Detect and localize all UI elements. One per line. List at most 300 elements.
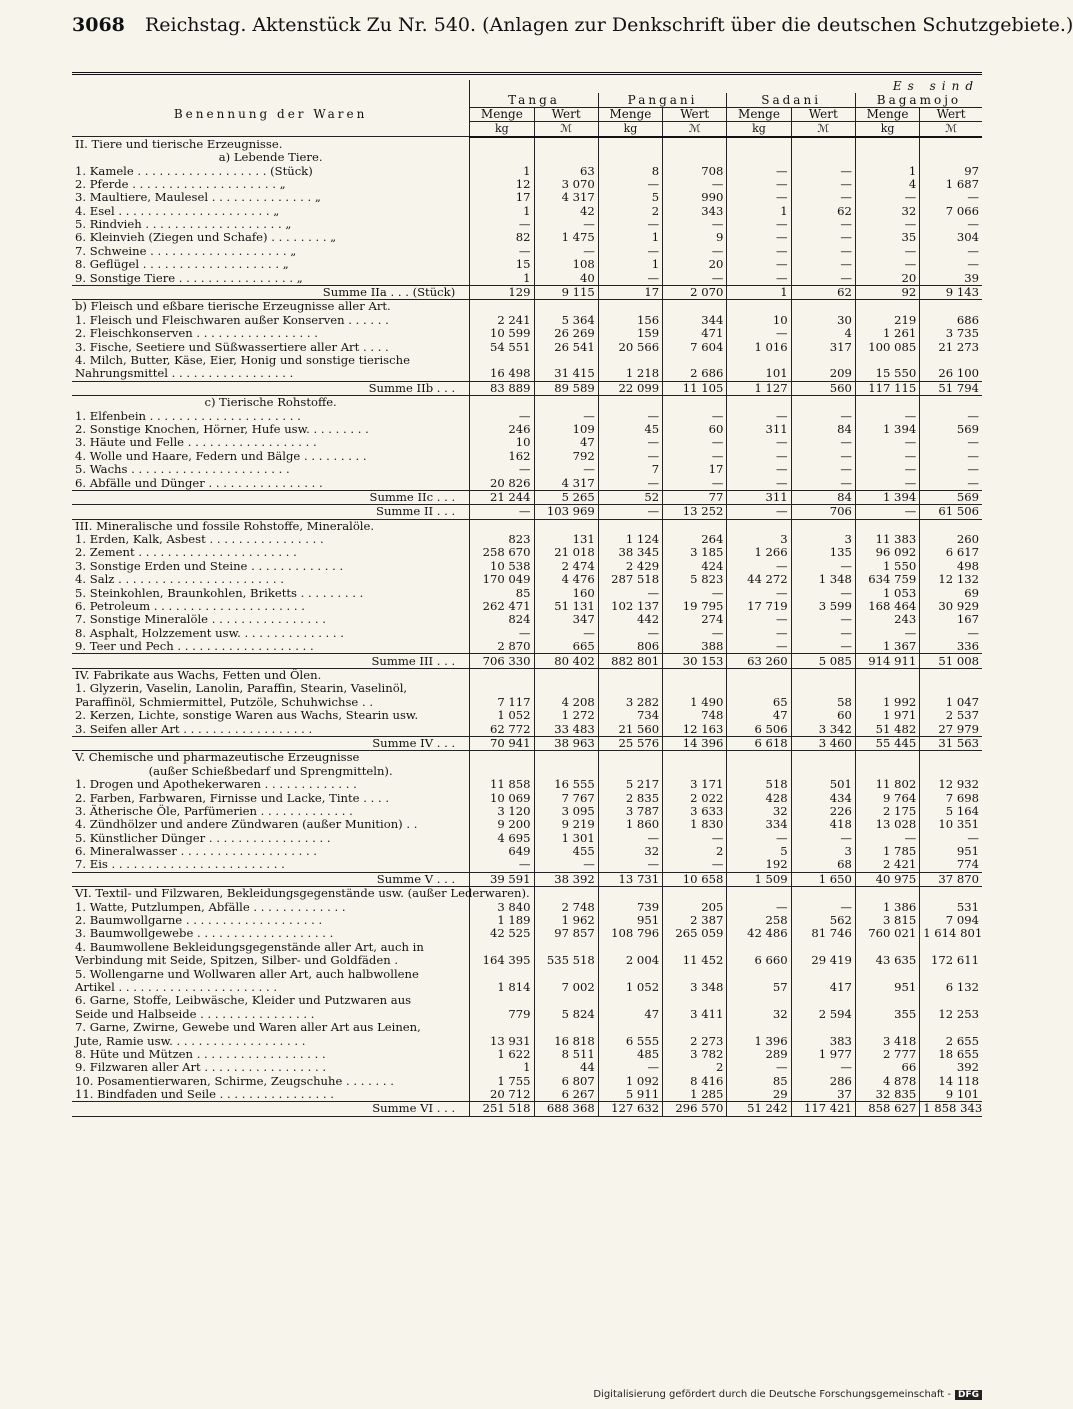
cell-menge: 518: [727, 778, 791, 791]
cell-menge: —: [727, 164, 791, 177]
row-label: Artikel . . . . . . . . . . . . . . . . . . . . . .: [75, 979, 278, 994]
place-header: Bagamojo: [855, 93, 982, 107]
cell-menge: 5: [727, 845, 791, 858]
cell-wert: 569: [920, 490, 982, 504]
cell-menge: 85: [727, 1075, 791, 1088]
cell-wert: 688 368: [534, 1102, 598, 1116]
cell-wert: 708: [663, 164, 727, 177]
cell-menge: 63 260: [727, 654, 791, 668]
cell-wert: 9: [663, 231, 727, 244]
cell-wert: [920, 994, 982, 1007]
row-label: Summe VI . . .: [72, 1102, 470, 1116]
cell-wert: [791, 151, 855, 164]
cell-menge: [470, 668, 534, 682]
cell-menge: 251 518: [470, 1102, 534, 1116]
cell-menge: 6 618: [727, 736, 791, 750]
table-row: [72, 164, 982, 177]
cell-wert: [534, 765, 598, 778]
cell-menge: [727, 395, 791, 409]
cell-menge: 11 383: [855, 533, 919, 546]
cell-menge: 96 092: [855, 546, 919, 559]
cell-wert: 37 870: [920, 872, 982, 886]
cell-wert: 68: [791, 858, 855, 872]
cell-wert: 31 563: [920, 736, 982, 750]
cell-wert: 5 265: [534, 490, 598, 504]
row-label: 6. Petroleum . . . . . . . . . . . . . . . . . . . . .: [75, 599, 305, 614]
cell-wert: —: [920, 831, 982, 844]
cell-wert: 4: [791, 327, 855, 340]
cell-menge: —: [855, 463, 919, 476]
cell-wert: [534, 682, 598, 695]
cell-menge: 21 244: [470, 490, 534, 504]
cell-menge: —: [470, 218, 534, 231]
cell-menge: 43 635: [855, 954, 919, 967]
cell-wert: 42: [534, 205, 598, 218]
cell-menge: —: [727, 191, 791, 204]
cell-wert: 89 589: [534, 381, 598, 395]
cell-wert: 1 348: [791, 573, 855, 586]
cell-menge: [855, 1021, 919, 1034]
cell-wert: —: [791, 1061, 855, 1074]
cell-wert: 296 570: [663, 1102, 727, 1116]
cell-wert: [920, 1021, 982, 1034]
cell-menge: [598, 887, 662, 901]
cell-menge: 882 801: [598, 654, 662, 668]
cell-menge: 11 858: [470, 778, 534, 791]
cell-wert: 108: [534, 258, 598, 271]
table-row: [72, 709, 982, 722]
cell-wert: —: [791, 586, 855, 599]
cell-menge: 1: [727, 205, 791, 218]
cell-menge: —: [855, 409, 919, 422]
cell-wert: [920, 668, 982, 682]
row-header: Benennung der Waren: [72, 93, 470, 136]
cell-wert: 5 164: [920, 805, 982, 818]
cell-menge: 1: [470, 271, 534, 285]
cell-menge: 1 092: [598, 1075, 662, 1088]
row-label: 7. Schweine . . . . . . . . . . . . . . . . . . . „: [75, 243, 297, 258]
unit-kg: kg: [855, 122, 919, 137]
cell-menge: 12: [470, 178, 534, 191]
col-header-menge: Menge: [598, 107, 662, 121]
cell-wert: 383: [791, 1034, 855, 1047]
cell-menge: —: [598, 831, 662, 844]
cell-wert: 392: [920, 1061, 982, 1074]
cell-menge: [598, 395, 662, 409]
cell-wert: 69: [920, 586, 982, 599]
cell-wert: 38 392: [534, 872, 598, 886]
cell-wert: 11 105: [663, 381, 727, 395]
cell-wert: 1 475: [534, 231, 598, 244]
cell-menge: 1 189: [470, 914, 534, 927]
row-label: 5. Wachs . . . . . . . . . . . . . . . . . . . . . .: [75, 462, 290, 477]
page-number: 3068: [72, 14, 125, 36]
cell-wert: 51 008: [920, 654, 982, 668]
cell-menge: 47: [598, 1008, 662, 1021]
cell-wert: 274: [663, 613, 727, 626]
cell-wert: 26 541: [534, 340, 598, 353]
cell-wert: 3: [791, 845, 855, 858]
cell-wert: [791, 682, 855, 695]
cell-wert: 3 171: [663, 778, 727, 791]
cell-wert: 9 219: [534, 818, 598, 831]
cell-menge: —: [855, 476, 919, 490]
cell-menge: 162: [470, 450, 534, 463]
table-row: [72, 1075, 982, 1088]
row-label: Summe IIa . . . (Stück): [72, 285, 470, 299]
cell-wert: 7 002: [534, 981, 598, 994]
table-row: [72, 831, 982, 844]
cell-wert: 5 085: [791, 654, 855, 668]
cell-wert: [663, 668, 727, 682]
cell-wert: 2 686: [663, 367, 727, 381]
unit-mark: ℳ: [534, 122, 598, 137]
cell-menge: 2 421: [855, 858, 919, 872]
cell-wert: 51 131: [534, 600, 598, 613]
cell-wert: 2 474: [534, 560, 598, 573]
cell-wert: 4 476: [534, 573, 598, 586]
cell-menge: 1: [598, 231, 662, 244]
cell-menge: 25 576: [598, 736, 662, 750]
cell-wert: 1 285: [663, 1088, 727, 1102]
cell-menge: 1 127: [727, 381, 791, 395]
row-label: Summe III . . .: [72, 654, 470, 668]
table-row: [72, 271, 982, 285]
cell-wert: 205: [663, 900, 727, 913]
page-title: Reichstag. Aktenstück Zu Nr. 540. (Anlagen zur Denkschrift über die deutschen Schutzgebiete.): [144, 14, 1073, 36]
cell-wert: 388: [663, 640, 727, 654]
cell-wert: 60: [791, 709, 855, 722]
cell-menge: 65: [727, 696, 791, 709]
cell-wert: 97 857: [534, 927, 598, 940]
cell-menge: 62 772: [470, 722, 534, 736]
cell-menge: 1 124: [598, 533, 662, 546]
cell-menge: 1 052: [598, 981, 662, 994]
cell-menge: 311: [727, 490, 791, 504]
page-header: [72, 14, 1073, 36]
unit-kg: kg: [470, 122, 534, 137]
cell-wert: [791, 519, 855, 533]
cell-wert: 77: [663, 490, 727, 504]
cell-wert: 12 253: [920, 1008, 982, 1021]
cell-menge: 10: [727, 314, 791, 327]
row-label: Summe IIc . . .: [72, 490, 470, 504]
cell-menge: [855, 354, 919, 367]
section-row: [72, 137, 982, 151]
table-row: [72, 845, 982, 858]
cell-menge: [855, 887, 919, 901]
cell-menge: 311: [727, 423, 791, 436]
table-row: [72, 436, 982, 449]
cell-menge: 2: [598, 205, 662, 218]
cell-menge: 2 241: [470, 314, 534, 327]
cell-menge: 2 175: [855, 805, 919, 818]
cell-menge: [470, 765, 534, 778]
cell-wert: —: [791, 178, 855, 191]
cell-wert: 304: [920, 231, 982, 244]
cell-menge: —: [855, 436, 919, 449]
group-header: Es sind: [470, 80, 982, 93]
cell-wert: 21 273: [920, 340, 982, 353]
cell-wert: —: [920, 627, 982, 640]
footer-credit: [593, 1389, 982, 1400]
cell-wert: 1 047: [920, 696, 982, 709]
cell-menge: —: [727, 900, 791, 913]
cell-wert: 455: [534, 845, 598, 858]
table-row: [72, 450, 982, 463]
cell-menge: 10 069: [470, 791, 534, 804]
cell-wert: —: [791, 245, 855, 258]
cell-menge: 334: [727, 818, 791, 831]
cell-menge: 1 755: [470, 1075, 534, 1088]
cell-menge: [598, 967, 662, 980]
cell-wert: 3 599: [791, 600, 855, 613]
cell-menge: [598, 519, 662, 533]
cell-wert: 97: [920, 164, 982, 177]
cell-wert: 2 594: [791, 1008, 855, 1021]
cell-wert: 748: [663, 709, 727, 722]
cell-wert: 1 858 343: [920, 1102, 982, 1116]
table-row: [72, 967, 982, 980]
cell-wert: 63: [534, 164, 598, 177]
cell-wert: 7 698: [920, 791, 982, 804]
cell-wert: 9 143: [920, 285, 982, 299]
cell-menge: 40 975: [855, 872, 919, 886]
cell-menge: 1 261: [855, 327, 919, 340]
cell-wert: 265 059: [663, 927, 727, 940]
cell-menge: —: [727, 436, 791, 449]
cell-menge: 1: [598, 258, 662, 271]
table-body: [72, 137, 982, 1117]
cell-menge: 1 394: [855, 490, 919, 504]
cell-wert: —: [791, 613, 855, 626]
cell-menge: [470, 137, 534, 151]
cell-wert: 2 655: [920, 1034, 982, 1047]
cell-wert: [534, 1021, 598, 1034]
table-row: [72, 696, 982, 709]
table-row: [72, 314, 982, 327]
table-row: [72, 560, 982, 573]
cell-wert: 40: [534, 271, 598, 285]
cell-wert: 531: [920, 900, 982, 913]
cell-wert: —: [663, 476, 727, 490]
row-label: 3. Fische, Seetiere und Süßwassertiere aller Art . . . .: [75, 339, 389, 354]
cell-wert: —: [534, 463, 598, 476]
table-row: [72, 682, 982, 695]
cell-menge: 66: [855, 1061, 919, 1074]
cell-menge: 3 840: [470, 900, 534, 913]
cell-wert: 3 735: [920, 327, 982, 340]
cell-wert: —: [791, 640, 855, 654]
table-row: [72, 818, 982, 831]
cell-wert: [534, 967, 598, 980]
cell-menge: [598, 137, 662, 151]
cell-wert: 4 208: [534, 696, 598, 709]
cell-wert: 9 115: [534, 285, 598, 299]
section-row: [72, 151, 982, 164]
cell-menge: 287 518: [598, 573, 662, 586]
cell-wert: —: [534, 858, 598, 872]
cell-wert: —: [791, 271, 855, 285]
cell-menge: 22 099: [598, 381, 662, 395]
cell-menge: 10: [470, 436, 534, 449]
cell-menge: [727, 994, 791, 1007]
cell-wert: —: [791, 560, 855, 573]
cell-menge: 82: [470, 231, 534, 244]
cell-menge: 51 242: [727, 1102, 791, 1116]
cell-menge: 442: [598, 613, 662, 626]
cell-wert: —: [920, 245, 982, 258]
table-row: [72, 1034, 982, 1047]
col-header-wert: Wert: [920, 107, 982, 121]
cell-wert: 418: [791, 818, 855, 831]
row-label: 1. Fleisch und Fleischwaren außer Konserven . . . . . .: [75, 312, 389, 327]
cell-menge: 1 367: [855, 640, 919, 654]
cell-wert: 172 611: [920, 954, 982, 967]
cell-menge: 47: [727, 709, 791, 722]
cell-menge: 32 835: [855, 1088, 919, 1102]
cell-menge: [727, 354, 791, 367]
cell-menge: —: [727, 1061, 791, 1074]
cell-wert: 562: [791, 914, 855, 927]
cell-wert: 58: [791, 696, 855, 709]
cell-wert: 21 018: [534, 546, 598, 559]
cell-menge: [727, 887, 791, 901]
cell-menge: 6 506: [727, 722, 791, 736]
section-row: [72, 300, 982, 314]
cell-wert: [663, 354, 727, 367]
table-row: [72, 463, 982, 476]
cell-wert: 20: [663, 258, 727, 271]
cell-menge: 20 566: [598, 340, 662, 353]
cell-menge: 258 670: [470, 546, 534, 559]
cell-wert: [791, 887, 855, 901]
row-label: 3. Maultiere, Maulesel . . . . . . . . . . . . . . „: [75, 190, 321, 205]
row-label: 3. Seifen aller Art . . . . . . . . . . . . . . . . . .: [75, 721, 313, 736]
cell-menge: 3 120: [470, 805, 534, 818]
cell-menge: —: [855, 245, 919, 258]
cell-menge: —: [727, 505, 791, 519]
cell-menge: 92: [855, 285, 919, 299]
cell-wert: 5 824: [534, 1008, 598, 1021]
cell-wert: 1 490: [663, 696, 727, 709]
table-row: [72, 994, 982, 1007]
unit-kg: kg: [727, 122, 791, 137]
total-row: [72, 654, 982, 668]
cell-menge: 914 911: [855, 654, 919, 668]
cell-wert: 14 118: [920, 1075, 982, 1088]
cell-menge: [598, 994, 662, 1007]
cell-menge: 9 200: [470, 818, 534, 831]
table-row: [72, 1021, 982, 1034]
cell-wert: 3 070: [534, 178, 598, 191]
cell-wert: 990: [663, 191, 727, 204]
row-label: 1. Glyzerin, Vaselin, Lanolin, Paraffin, Stearin, Vaselinöl,: [75, 681, 408, 696]
cell-wert: 17: [663, 463, 727, 476]
cell-menge: 164 395: [470, 954, 534, 967]
cell-menge: —: [727, 327, 791, 340]
row-label: 6. Mineralwasser . . . . . . . . . . . . . . . . . . .: [75, 844, 317, 859]
cell-menge: —: [598, 627, 662, 640]
cell-wert: 38 963: [534, 736, 598, 750]
cell-menge: 4 878: [855, 1075, 919, 1088]
cell-wert: —: [791, 258, 855, 271]
cell-wert: —: [534, 409, 598, 422]
cell-menge: 129: [470, 285, 534, 299]
row-label: III. Mineralische und fossile Rohstoffe, Mineralöle.: [75, 518, 375, 533]
table-row: [72, 927, 982, 940]
cell-menge: —: [727, 271, 791, 285]
cell-wert: —: [663, 436, 727, 449]
cell-wert: 26 100: [920, 367, 982, 381]
cell-wert: 417: [791, 981, 855, 994]
cell-menge: 243: [855, 613, 919, 626]
table-row: [72, 1061, 982, 1074]
place-header: Tanga: [470, 93, 599, 107]
cell-wert: 286: [791, 1075, 855, 1088]
cell-wert: 2 273: [663, 1034, 727, 1047]
cell-menge: 20 826: [470, 476, 534, 490]
col-header-menge: Menge: [470, 107, 534, 121]
row-label: 4. Milch, Butter, Käse, Eier, Honig und sonstige tierische: [75, 353, 410, 367]
cell-wert: 10 658: [663, 872, 727, 886]
row-label: 9. Sonstige Tiere . . . . . . . . . . . . . . . . „: [75, 270, 303, 285]
cell-menge: 32: [855, 205, 919, 218]
dfg-logo: DFG: [955, 1390, 982, 1400]
table-row: [72, 245, 982, 258]
cell-menge: 4: [855, 178, 919, 191]
table-row: [72, 1048, 982, 1061]
cell-menge: 246: [470, 423, 534, 436]
table-row: [72, 178, 982, 191]
table-row: [72, 218, 982, 231]
cell-menge: —: [727, 627, 791, 640]
cell-wert: 131: [534, 533, 598, 546]
unit-mark: ℳ: [791, 122, 855, 137]
cell-wert: [920, 751, 982, 765]
cell-wert: [791, 300, 855, 314]
cell-menge: [727, 751, 791, 765]
table-row: [72, 778, 982, 791]
row-label: V. Chemische und pharmazeutische Erzeugnisse: [75, 750, 360, 765]
cell-menge: 1 266: [727, 546, 791, 559]
row-label: 8. Asphalt, Holzzement usw. . . . . . . . . . . . . . .: [75, 625, 344, 640]
cell-menge: 4 695: [470, 831, 534, 844]
cell-wert: 424: [663, 560, 727, 573]
cell-menge: —: [727, 613, 791, 626]
row-label: 4. Zündhölzer und andere Zündwaren (außer Munition) . .: [75, 817, 418, 832]
col-header-wert: Wert: [534, 107, 598, 121]
cell-wert: [663, 682, 727, 695]
cell-wert: 560: [791, 381, 855, 395]
cell-wert: 336: [920, 640, 982, 654]
row-label: Summe II . . .: [72, 505, 470, 519]
cell-wert: 2 537: [920, 709, 982, 722]
row-label: Summe V . . .: [72, 872, 470, 886]
col-header-wert: Wert: [791, 107, 855, 121]
row-label: 7. Garne, Zwirne, Gewebe und Waren aller Art aus Leinen,: [75, 1020, 421, 1035]
cell-wert: 3 095: [534, 805, 598, 818]
cell-wert: [663, 137, 727, 151]
col-header-menge: Menge: [727, 107, 791, 121]
table-row: [72, 586, 982, 599]
cell-wert: 4 317: [534, 191, 598, 204]
cell-menge: —: [855, 505, 919, 519]
cell-menge: —: [598, 450, 662, 463]
table-row: [72, 954, 982, 967]
cell-menge: 156: [598, 314, 662, 327]
cell-wert: [534, 137, 598, 151]
